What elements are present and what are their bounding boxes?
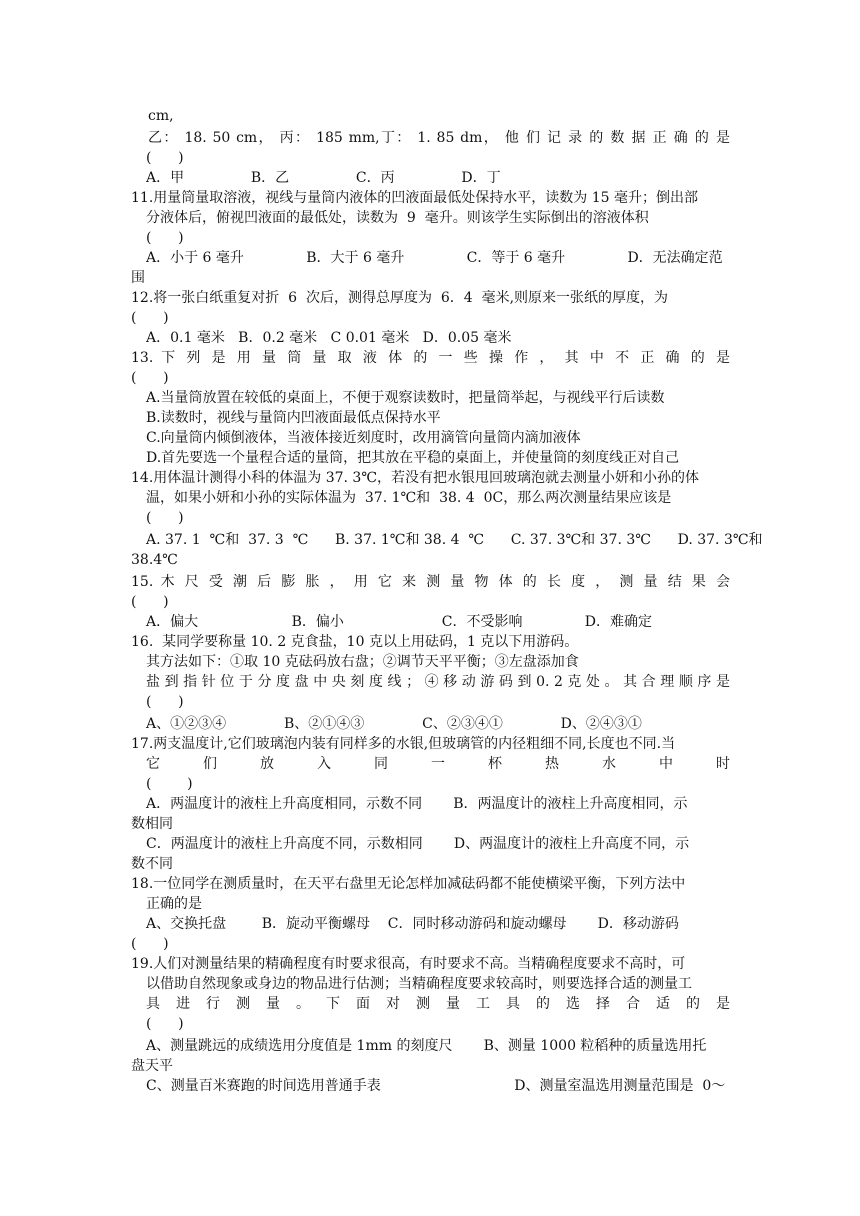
text-line: 18.一位同学在测质量时，在天平右盘里无论怎样加减砝码都不能使横梁平衡，下列方法中	[131, 876, 686, 892]
text-line: 乙： 18. 50 cm， 丙： 185 mm,丁： 1. 85 dm， 他 们 记 录 的 数 据 正 确 的 是	[148, 130, 730, 146]
text-line: A.当量筒放置在较低的桌面上，不便于观察读数时，把量筒举起，与视线平行后读数	[146, 390, 665, 406]
text-line: A. 37. 1 ℃和 37. 3 ℃ B. 37. 1℃和 38. 4 ℃ C. 37. 3℃和 37. 3℃ D. 37. 3℃和	[146, 532, 763, 548]
text-line: ( )	[131, 936, 169, 952]
text-line: A．两温度计的液柱上升高度相同，示数不同 B．两温度计的液柱上升高度相同，示	[146, 796, 688, 812]
text-line: 13. 下 列 是 用 量 筒 量 取 液 体 的 一 些 操 作 ， 其 中 不 正 确 的 是	[131, 350, 730, 366]
text-line: 具 进 行 测 量 。 下 面 对 测 量 工 具 的 选 择 合 适 的 是	[146, 996, 730, 1012]
text-line: A．偏大 B．偏小 C．不受影响 D．难确定	[146, 614, 652, 630]
text-line: C、测量百米赛跑的时间选用普通手表 D、测量室温选用测量范围是 0～	[146, 1078, 726, 1094]
text-line: D.首先要选一个量程合适的量筒，把其放在平稳的桌面上，并使量筒的刻度线正对自己	[146, 450, 680, 466]
text-line: 17.两支温度计,它们玻璃泡内装有同样多的水银,但玻璃管的内径粗细不同,长度也不同.当	[131, 736, 676, 752]
text-line: A．甲 B．乙 C．丙 D．丁	[146, 170, 501, 186]
text-line: 它 们 放 入 同 一 杯 热 水 中 时	[146, 756, 730, 772]
text-line: ( )	[131, 370, 169, 386]
text-line: 围	[131, 270, 145, 286]
text-line: 盘天平	[131, 1058, 173, 1074]
text-line: 12.将一张白纸重复对折 6 次后，测得总厚度为 6．4 毫米,则原来一张纸的厚度，为	[131, 290, 669, 306]
text-line: A．0.1 毫米 B．0.2 毫米 C 0.01 毫米 D．0.05 毫米	[146, 330, 512, 346]
text-line: 数相同	[131, 816, 173, 832]
text-line: 数不同	[131, 856, 173, 872]
text-line: B.读数时，视线与量筒内凹液面最低点保持水平	[146, 410, 441, 426]
text-line: ( )	[146, 776, 193, 792]
text-line: C.向量筒内倾倒液体，当液体接近刻度时，改用滴管向量筒内滴加液体	[146, 430, 581, 446]
text-line: A、①②③④ B、②①④③ C、②③④① D、②④③①	[146, 716, 642, 732]
text-line: 19.人们对测量结果的精确程度有时要求很高，有时要求不高。当精确程度要求不高时，可	[131, 956, 686, 972]
text-line: cm,	[148, 108, 174, 124]
text-line: 正确的是	[146, 896, 202, 912]
text-line: ( )	[146, 694, 184, 710]
text-line: 15. 木 尺 受 潮 后 膨 胀 ， 用 它 来 测 量 物 体 的 长 度 ， 测 量 结 果 会	[131, 574, 730, 590]
text-line: 14.用体温计测得小科的体温为 37. 3℃，若没有把水银甩回玻璃泡就去测量小妍和小孙的体	[131, 470, 699, 486]
text-line: 分液体后，俯视凹液面的最低处，读数为 9 毫升。则该学生实际倒出的溶液体积	[146, 210, 649, 226]
text-line: 盐 到 指 针 位 于 分 度 盘 中 央 刻 度 线 ； ④ 移 动 游 码 到 0. 2 克 处 。 其 合 理 顺 序 是	[146, 674, 730, 690]
text-line: ( )	[131, 594, 169, 610]
text-line: C．两温度计的液柱上升高度不同，示数相同 D、两温度计的液柱上升高度不同，示	[146, 836, 690, 852]
text-line: ( )	[131, 310, 169, 326]
text-line: 38.4℃	[131, 552, 178, 568]
text-line: A、测量跳远的成绩选用分度值是 1mm 的刻度尺 B、测量 1000 粒稻种的质量选用托	[146, 1038, 707, 1054]
text-line: A、交换托盘 B．旋动平衡螺母 C．同时移动游码和旋动螺母 D．移动游码	[146, 916, 679, 932]
text-line: ( )	[146, 230, 184, 246]
text-line: 其方法如下：①取 10 克砝码放右盘；②调节天平平衡；③左盘添加食	[146, 654, 579, 670]
text-line: 16. 某同学要称量 10. 2 克食盐，10 克以上用砝码，1 克以下用游码。	[131, 634, 579, 650]
text-line: 以借助自然现象或身边的物品进行估测；当精确程度要求较高时，则要选择合适的测量工	[146, 976, 692, 992]
text-line: ( )	[146, 150, 184, 166]
text-line: ( )	[146, 1016, 184, 1032]
text-line: 温，如果小妍和小孙的实际体温为 37. 1℃和 38. 4 0C，那么两次测量结果应该是	[146, 490, 672, 506]
text-line: ( )	[146, 510, 184, 526]
text-line: 11.用量筒量取溶液，视线与量筒内液体的凹液面最低处保持水平，读数为 15 毫升；倒出部	[131, 190, 698, 206]
text-line: A．小于 6 毫升 B．大于 6 毫升 C．等于 6 毫升 D．无法确定范	[146, 250, 723, 266]
